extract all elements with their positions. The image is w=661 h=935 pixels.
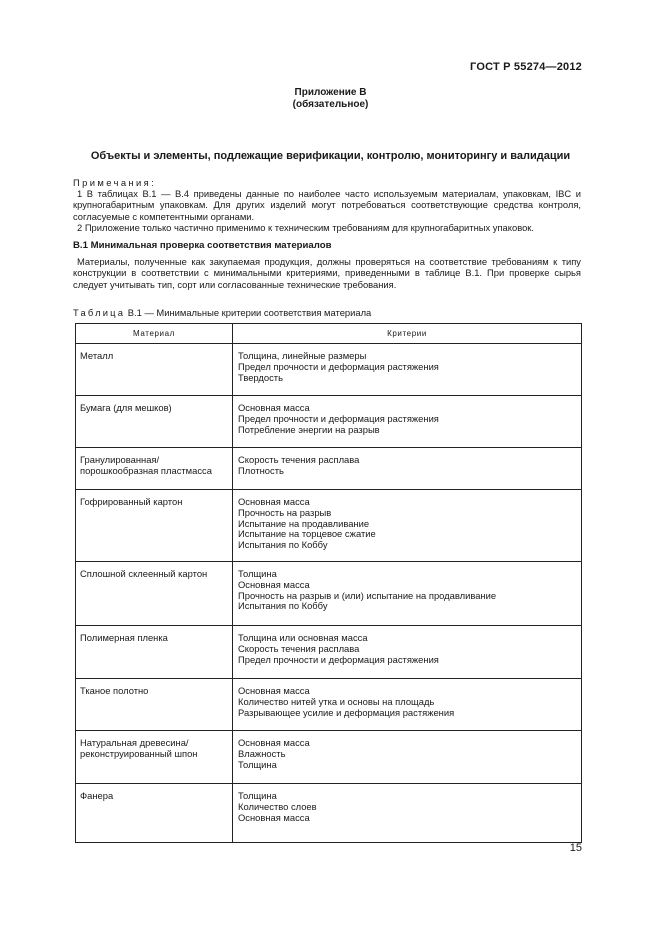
criterion-item: Основная масса	[238, 496, 310, 507]
annex-subtitle: (обязательное)	[292, 99, 369, 110]
criteria-cell	[238, 633, 578, 665]
material-cell: Натуральная древесина/реконструированный шпон	[80, 737, 198, 759]
criterion-item: Толщина	[238, 568, 277, 579]
standard-number: ГОСТ Р 55274—2012	[470, 61, 582, 73]
criterion-item: Количество слоев	[238, 800, 317, 812]
criterion-item: Основная масса	[238, 685, 310, 696]
table-caption-lead: Таблица	[73, 307, 126, 318]
material-cell: Сплошной склеенный картон	[80, 568, 208, 579]
annex-title: Приложение В	[294, 87, 367, 98]
criterion-item: Прочность на разрыв	[238, 506, 332, 518]
material-cell: Гранулированная/порошкообразная пластмасса	[80, 454, 212, 476]
page-number: 15	[569, 842, 582, 854]
table-caption	[73, 307, 371, 318]
criterion-item: Плотность	[238, 464, 284, 476]
material-cell: Полимерная пленка	[80, 632, 168, 643]
criteria-cell	[238, 738, 578, 770]
section-paragraph	[73, 256, 581, 290]
table-row	[76, 625, 581, 678]
criteria-cell	[238, 351, 578, 383]
section-heading: В.1 Минимальная проверка соответствия материалов	[73, 240, 332, 251]
material-cell: Тканое полотно	[80, 685, 149, 696]
criteria-cell	[238, 686, 578, 718]
table-row	[76, 395, 581, 447]
material-cell: Бумага (для мешков)	[80, 402, 172, 413]
criterion-item: Толщина	[238, 790, 277, 801]
criterion-item: Прочность на разрыв и (или) испытание на продавливание	[238, 589, 497, 601]
criteria-cell	[238, 403, 578, 435]
table-row	[76, 678, 581, 730]
criterion-item: Скорость течения расплава	[238, 642, 360, 654]
criterion-item: Испытание на торцевое сжатие	[238, 528, 376, 540]
criteria-cell	[238, 455, 578, 477]
notes-label: Примечания:	[73, 177, 157, 188]
table-row	[76, 343, 581, 395]
criterion-item: Испытания по Коббу	[238, 600, 328, 612]
criterion-item: Предел прочности и деформация растяжения	[238, 653, 439, 665]
table-row	[76, 561, 581, 625]
note-2	[73, 222, 581, 233]
header-material: Материал	[133, 329, 175, 338]
table-row	[76, 730, 581, 783]
criteria-cell	[238, 569, 578, 612]
header-criteria: Критерии	[387, 329, 427, 338]
criterion-item: Испытания по Коббу	[238, 539, 328, 551]
criterion-item: Разрывающее усилие и деформация растяжения	[238, 706, 455, 718]
table-row	[76, 489, 581, 561]
annex-heading: Объекты и элементы, подлежащие верификации, контролю, мониторингу и валидации	[90, 150, 571, 162]
material-cell: Гофрированный картон	[80, 496, 183, 507]
criterion-item: Основная масса	[238, 402, 310, 413]
criterion-item: Толщина, линейные размеры	[238, 350, 367, 361]
note-1-text: 1 В таблицах В.1 — В.4 приведены данные по наиболее часто используемым материалам, упаковкам, IBC и крупногабаритным упаковкам. Для других изделий могут потребоваться соответствующие средства контроля, согласуемые с компетентными органами.	[73, 188, 581, 222]
criterion-item: Основная масса	[238, 811, 310, 823]
criterion-item: Количество нитей утка и основы на площадь	[238, 695, 435, 707]
criterion-item: Основная масса	[238, 737, 310, 748]
table-row	[76, 447, 581, 489]
criterion-item: Предел прочности и деформация растяжения	[238, 412, 439, 424]
criteria-table	[75, 323, 582, 843]
criteria-cell	[238, 497, 578, 551]
note-2-text: 2 Приложение только частично применимо к техническим требованиям для крупногабаритных упаковок.	[77, 222, 534, 233]
note-1	[73, 188, 581, 222]
material-cell: Металл	[80, 350, 114, 361]
criterion-item: Влажность	[238, 747, 286, 759]
criterion-item: Толщина или основная масса	[238, 632, 368, 643]
table-row	[76, 783, 581, 844]
criterion-item: Твердость	[238, 371, 283, 383]
criterion-item: Потребление энергии на разрыв	[238, 423, 380, 435]
criterion-item: Толщина	[238, 758, 277, 770]
criterion-item: Предел прочности и деформация растяжения	[238, 360, 439, 372]
criteria-cell	[238, 791, 578, 823]
material-cell: Фанера	[80, 790, 114, 801]
criterion-item: Скорость течения расплава	[238, 454, 360, 465]
criterion-item: Основная масса	[238, 578, 310, 590]
section-paragraph-text: Материалы, полученные как закупаемая продукция, должны проверяться на соответствие требованиям к типу конструкции в соответствии с минимальными критериями, приведенными в таблице В.1. При проверке сырья следует учитывать тип, сорт или согласованные технические требования.	[73, 256, 581, 290]
table-caption-text: В.1 — Минимальные критерии соответствия материала	[127, 307, 372, 318]
criterion-item: Испытание на продавливание	[238, 517, 370, 529]
